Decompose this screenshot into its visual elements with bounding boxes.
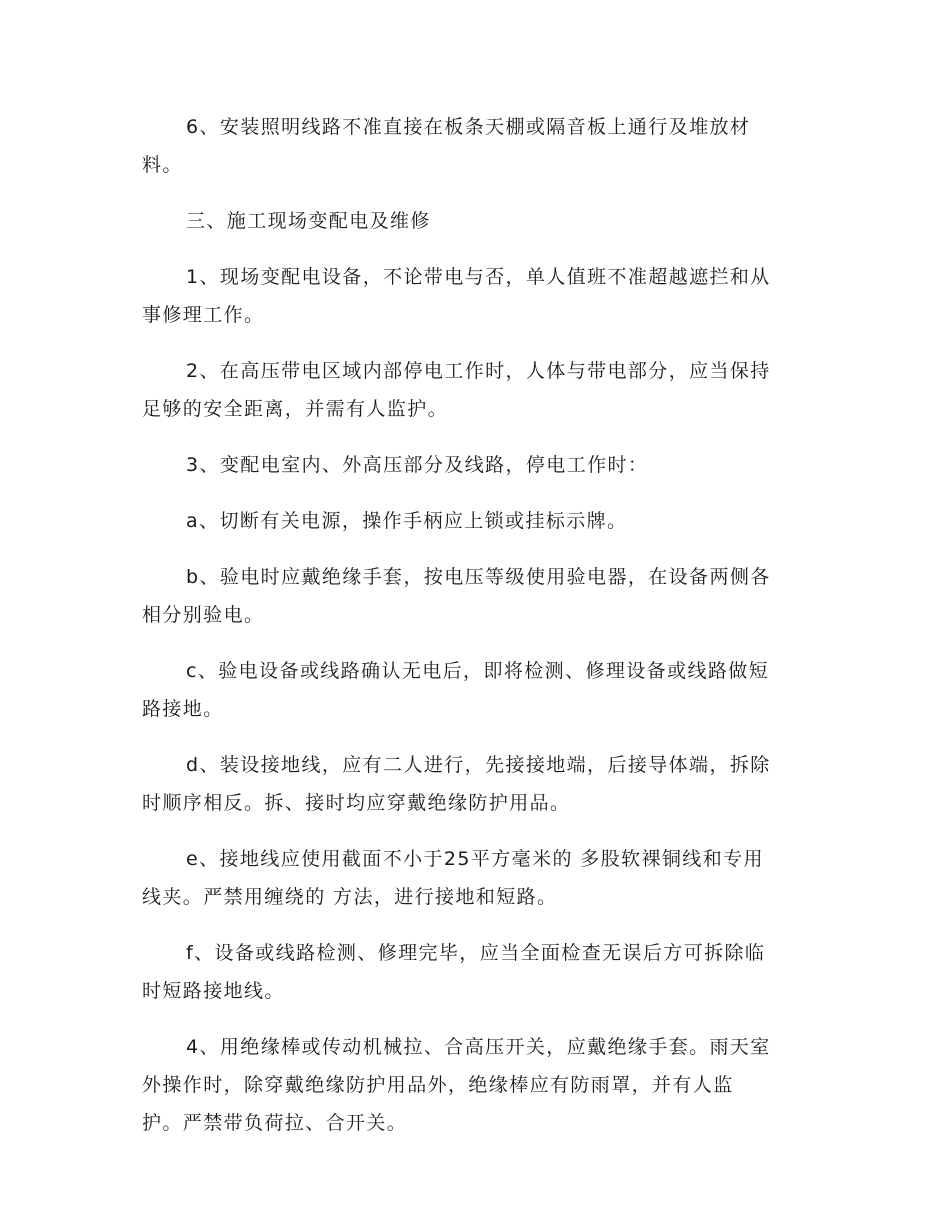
paragraph-item-e (142, 840, 807, 916)
paragraph-item-f (142, 934, 807, 1010)
paragraph-line: 4、用绝缘棒或传动机械拉、合高压开关，应戴绝缘手套。雨天室 (186, 1036, 771, 1058)
paragraph-item-d (142, 746, 807, 822)
paragraph-line: a、切断有关电源，操作手柄应上锁或挂标示牌。 (186, 510, 628, 532)
paragraph-line: f、设备或线路检测、修理完毕，应当全面检查无误后方可拆除临 (186, 942, 766, 964)
paragraph-line: 时短路接地线。 (142, 980, 285, 1002)
paragraph-line: 1、现场变配电设备，不论带电与否，单人值班不准超越遮拦和从 (186, 266, 771, 288)
paragraph-line: e、接地线应使用截面不小于25平方毫米的 多股软裸铜线和专用 (186, 848, 764, 870)
paragraph-line: 相分别验电。 (142, 604, 265, 626)
paragraph-line: 3、变配电室内、外高压部分及线路，停电工作时： (186, 454, 649, 476)
heading-line: 三、施工现场变配电及维修 (186, 210, 431, 232)
paragraph-line: 时顺序相反。拆、接时均应穿戴绝缘防护用品。 (142, 792, 571, 814)
document-body (142, 108, 807, 1160)
paragraph-item-1 (142, 258, 807, 334)
paragraph-line: 足够的安全距离，并需有人监护。 (142, 398, 449, 420)
paragraph-item-b (142, 558, 807, 634)
paragraph-item-a (142, 502, 807, 540)
paragraph-item-c (142, 652, 807, 728)
paragraph-line: c、验电设备或线路确认无电后，即将检测、修理设备或线路做短 (186, 660, 770, 682)
paragraph-line: 料。 (142, 154, 183, 176)
paragraph-item-3 (142, 446, 807, 484)
paragraph-line: 6、安装照明线路不准直接在板条天棚或隔音板上通行及堆放材 (186, 116, 751, 138)
paragraph-line: 外操作时，除穿戴绝缘防护用品外，绝缘棒应有防雨罩，并有人监 (142, 1074, 734, 1096)
paragraph-line: 事修理工作。 (142, 304, 265, 326)
paragraph-line: 2、在高压带电区域内部停电工作时，人体与带电部分，应当保持 (186, 360, 771, 382)
paragraph-item-4 (142, 1028, 807, 1142)
paragraph-line: 护。严禁带负荷拉、合开关。 (142, 1112, 408, 1134)
paragraph-line: d、装设接地线，应有二人进行，先接接地端，后接导体端，拆除 (186, 754, 771, 776)
paragraph-item-6 (142, 108, 807, 184)
paragraph-line: 线夹。严禁用缠绕的 方法，进行接地和短路。 (142, 886, 558, 908)
paragraph-line: b、验电时应戴绝缘手套，按电压等级使用验电器，在设备两侧各 (186, 566, 771, 588)
section-heading-3 (142, 202, 807, 240)
paragraph-line: 路接地。 (142, 698, 224, 720)
paragraph-item-2 (142, 352, 807, 428)
